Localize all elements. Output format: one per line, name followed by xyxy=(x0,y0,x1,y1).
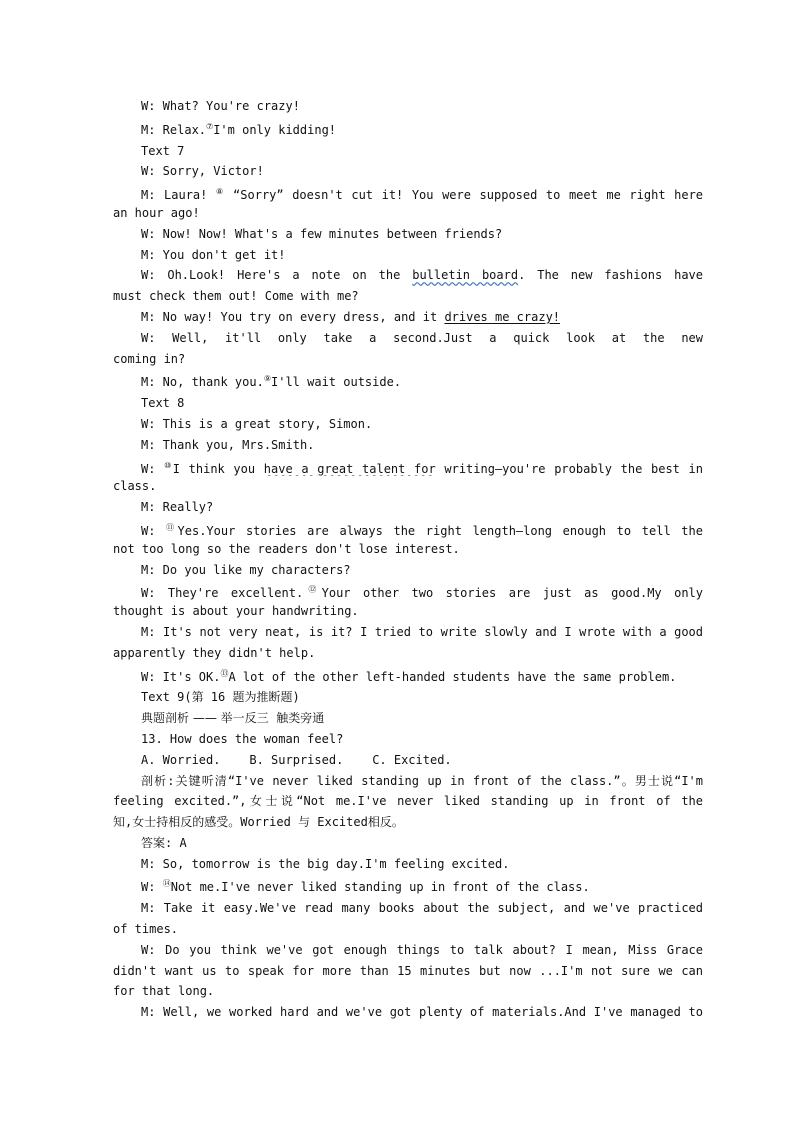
dialogue-line: W: This is a great story, Simon. xyxy=(141,416,373,431)
section-heading: Text 9(第 16 题为推断题) xyxy=(141,690,300,705)
dialogue-line: W: Oh.Look! Here's a note on the bulletin board. The new fashions have xyxy=(141,268,703,283)
document-page xyxy=(113,96,703,1023)
footnote-marker: ⑫ xyxy=(303,585,322,595)
dialogue-line: not too long so the readers don't lose interest. xyxy=(113,541,460,556)
analysis-text: 知,女士持相反的感受。Worried 与 Excited相反。 xyxy=(113,815,404,830)
dialogue-line: M: Laura! ⑧ “Sorry” doesn't cut it! You were supposed to meet me right here xyxy=(141,187,703,203)
dialogue-line: of times. xyxy=(113,922,179,937)
answer-options: A. Worried. B. Surprised. C. Excited. xyxy=(141,752,452,767)
footnote-marker: ⑩ xyxy=(164,460,173,470)
dialogue-line: W: ⑪Yes.Your stories are always the right length—long enough to tell the xyxy=(141,522,703,538)
dialogue-line: M: Take it easy.We've read many books about the subject, and we've practiced xyxy=(141,901,703,916)
dialogue-line: W: ⑭Not me.I've never liked standing up in front of the class. xyxy=(141,879,590,895)
dialogue-line: class. xyxy=(113,479,157,494)
dialogue-line: M: It's not very neat, is it? I tried to write slowly and I wrote with a good xyxy=(141,624,703,639)
footnote-marker: ⑬ xyxy=(220,668,229,678)
dialogue-line: thought is about your handwriting. xyxy=(113,604,359,619)
highlighted-phrase: bulletin board xyxy=(412,268,519,283)
footnote-marker: ⑪ xyxy=(166,522,178,532)
dialogue-line: M: You don't get it! xyxy=(141,247,286,262)
dialogue-line: W: ⑩I think you have a great talent for writing—you're probably the best in xyxy=(141,460,703,476)
analysis-text: 剖析:关键听清“I've never liked standing up in front of the class.”。男士说“I'm xyxy=(141,773,703,788)
section-heading: Text 8 xyxy=(141,396,185,411)
dialogue-line: M: Really? xyxy=(141,500,214,515)
dialogue-line: W: Sorry, Victor! xyxy=(141,164,264,179)
dialogue-line: M: Thank you, Mrs.Smith. xyxy=(141,437,315,452)
dialogue-line: W: It's OK.⑬A lot of the other left-handed students have the same problem. xyxy=(141,668,677,684)
answer-text: 答案: A xyxy=(141,835,187,850)
dialogue-line: M: Well, we worked hard and we've got plenty of materials.And I've managed to xyxy=(141,1005,703,1020)
dialogue-line: M: Relax.⑦I'm only kidding! xyxy=(141,121,337,137)
dialogue-line: must check them out! Come with me? xyxy=(113,289,359,304)
dialogue-line: M: No, thank you.⑨I'll wait outside. xyxy=(141,374,402,390)
dialogue-line: M: So, tomorrow is the big day.I'm feeling excited. xyxy=(141,856,510,871)
analysis-text: feeling excited.”,女士说“Not me.I've never liked standing up in front of the xyxy=(113,794,703,809)
section-subheading: 典题剖析 —— 举一反三 触类旁通 xyxy=(141,711,325,726)
dialogue-line: W: They're excellent.⑫Your other two stories are just as good.My only xyxy=(141,585,703,601)
highlighted-phrase: have a great talent for xyxy=(263,461,436,476)
question-text: 13. How does the woman feel? xyxy=(141,731,344,746)
dialogue-line: W: What? You're crazy! xyxy=(141,99,300,113)
dialogue-line: didn't want us to speak for more than 15 minutes but now ...I'm not sure we can xyxy=(113,963,703,978)
dialogue-line: M: No way! You try on every dress, and it drives me crazy! xyxy=(141,309,561,324)
dialogue-line: W: Do you think we've got enough things to talk about? I mean, Miss Grace xyxy=(141,942,703,957)
dialogue-line: an hour ago! xyxy=(113,205,200,220)
dialogue-line: W: Now! Now! What's a few minutes between friends? xyxy=(141,226,503,241)
footnote-marker: ⑨ xyxy=(263,374,271,384)
dialogue-line: M: Do you like my characters? xyxy=(141,562,351,577)
dialogue-line: for that long. xyxy=(113,984,215,999)
footnote-marker: ⑭ xyxy=(162,879,171,889)
footnote-marker: ⑧ xyxy=(215,187,225,197)
dialogue-line: coming in? xyxy=(113,351,186,366)
dialogue-line: apparently they didn't help. xyxy=(113,645,316,660)
section-heading: Text 7 xyxy=(141,143,185,158)
highlighted-phrase: drives me crazy! xyxy=(444,309,561,324)
dialogue-line: W: Well, it'll only take a second.Just a quick look at the new xyxy=(141,330,703,345)
footnote-marker: ⑦ xyxy=(206,121,214,131)
